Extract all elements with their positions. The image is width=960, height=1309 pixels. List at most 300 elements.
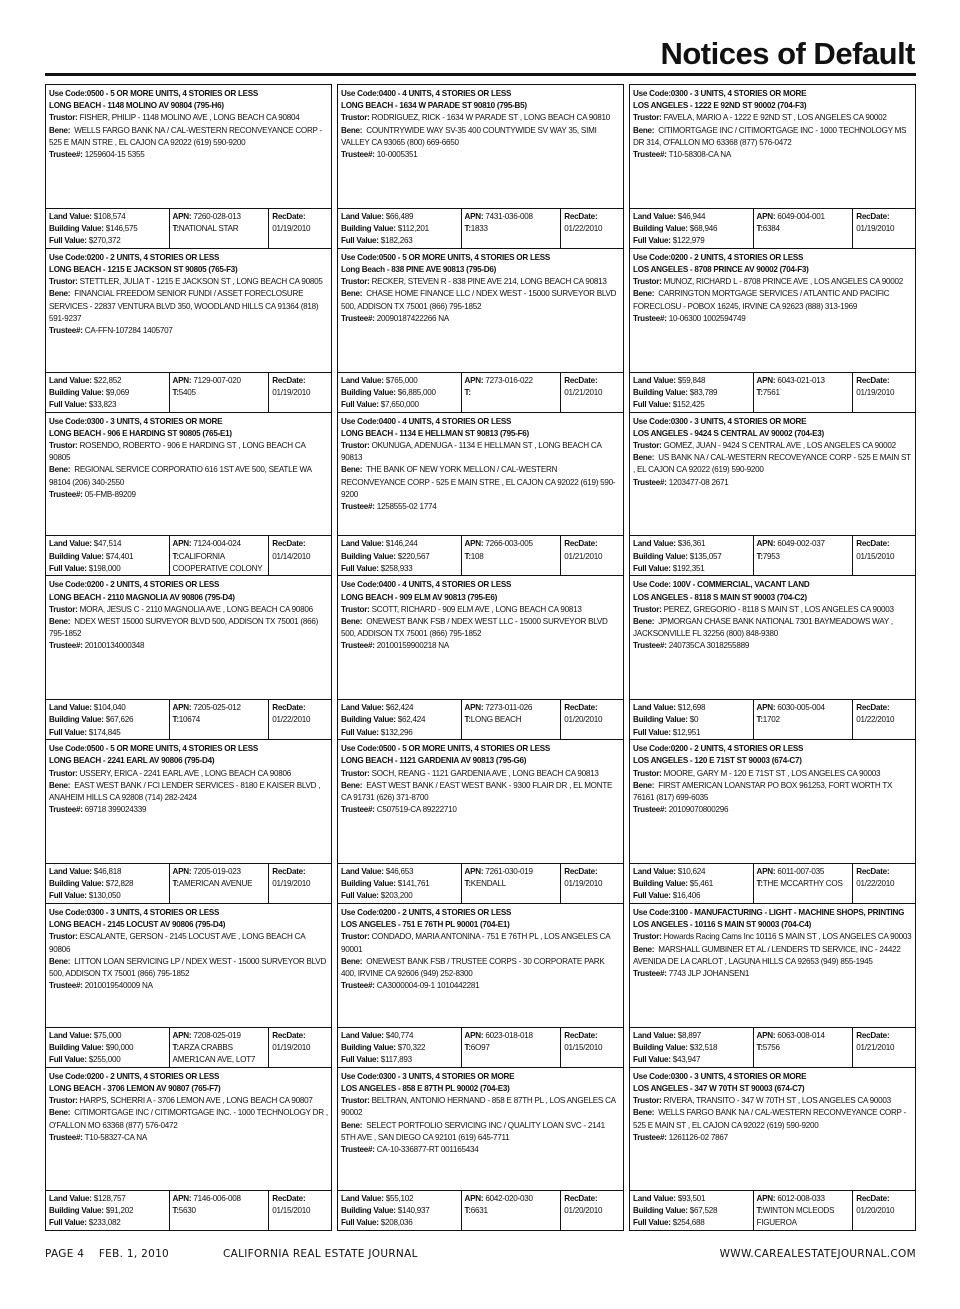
- full-value: $132,296: [380, 727, 413, 737]
- trustor-line: [633, 1095, 912, 1107]
- trustor-label: Trustor:: [341, 932, 370, 942]
- use-code: Use Code:0200 - 2 UNITS, 4 STORIES OR LESS: [633, 744, 804, 754]
- recdate-label: RecDate:: [856, 703, 890, 713]
- apn-value: 7273-016-022: [485, 375, 533, 385]
- recdate-label: RecDate:: [272, 866, 306, 876]
- trustor-label: Trustor:: [341, 768, 370, 778]
- land-value-line: [341, 1030, 458, 1042]
- trustee-label: Trustee#:: [341, 502, 375, 512]
- land-value: $108,574: [93, 211, 126, 221]
- t-line: [465, 1205, 558, 1217]
- bene-value: REGIONAL SERVICE CORPORATIO 616 1ST AVE 500, SEATLE WA 98104 (206) 340-2550: [49, 465, 312, 487]
- full-value-label: Full Value:: [633, 400, 671, 409]
- trustor-line: [633, 440, 912, 452]
- t-line: [757, 551, 850, 563]
- property-address: LOS ANGELES - 9424 S CENTRAL AV 90002 (704-E3): [633, 428, 824, 438]
- t-label: T:: [172, 224, 179, 233]
- trustor-line: [341, 768, 620, 780]
- apn-value: 6012-008-033: [777, 1193, 825, 1203]
- apn-label: APN:: [464, 539, 484, 549]
- notice-card: [337, 412, 624, 576]
- values-row: [46, 208, 331, 248]
- building-value: $141,761: [397, 879, 430, 889]
- trustor-line: [633, 276, 912, 288]
- values-row: [630, 208, 915, 248]
- trustee-line: [49, 980, 328, 992]
- building-value-label: Building Value:: [49, 715, 104, 725]
- full-value: $130,050: [88, 891, 121, 901]
- recdate-cell: [560, 864, 623, 903]
- land-value-label: Land Value:: [49, 866, 92, 876]
- t-value: WINTON MCLEODS FIGUEROA: [756, 1205, 835, 1227]
- recdate-cell: [852, 700, 915, 739]
- notice-body: [338, 740, 623, 863]
- t-line: [173, 714, 266, 726]
- t-label: T:: [172, 387, 179, 397]
- apn-line: [173, 1193, 266, 1205]
- t-label: T:: [464, 1042, 471, 1052]
- values-cell: [338, 700, 461, 739]
- apn-value: 6042-020-030: [485, 1193, 533, 1203]
- building-value: $112,201: [397, 224, 429, 233]
- trustee-line: [633, 149, 912, 161]
- land-value-label: Land Value:: [633, 703, 676, 713]
- trustee-label: Trustee#:: [49, 326, 83, 336]
- recdate-value: 01/21/2010: [564, 387, 603, 397]
- t-value: 1702: [762, 715, 780, 725]
- notice-body: [338, 904, 623, 1027]
- use-code: Use Code:0400 - 4 UNITS, 4 STORIES OR LESS: [341, 89, 512, 98]
- trustee-label: Trustee#:: [49, 1132, 83, 1142]
- trustee-line: [341, 980, 620, 992]
- building-value-line: [633, 223, 750, 235]
- apn-line: [465, 1030, 558, 1042]
- apn-cell: [169, 373, 269, 412]
- recdate-cell: [852, 864, 915, 903]
- trustee-label: Trustee#:: [49, 489, 83, 499]
- full-value-line: [633, 727, 750, 739]
- t-line: [173, 387, 266, 399]
- land-value-label: Land Value:: [49, 539, 92, 549]
- full-value-label: Full Value:: [341, 1217, 379, 1227]
- land-value: $765,000: [385, 375, 418, 385]
- t-label: T:: [464, 551, 471, 561]
- values-row: [338, 699, 623, 739]
- full-value: $198,000: [88, 563, 121, 573]
- land-value-line: [633, 538, 750, 550]
- property-address: LOS ANGELES - 8708 PRINCE AV 90002 (704-F3): [633, 265, 809, 274]
- bene-line: [633, 125, 912, 149]
- use-code: Use Code:3100 - MANUFACTURING - LIGHT - MACHINE SHOPS, PRINTING: [633, 907, 905, 917]
- bene-value: CITIMORTGAGE INC / CITIMORTGAGE INC - 1000 TECHNOLOGY MS DR 314, O'FALLON MO 63368 (877) 576-0472: [633, 125, 907, 147]
- values-row: [46, 535, 331, 575]
- apn-line: [173, 1030, 266, 1042]
- trustee-value: 240735CA 3018255889: [668, 641, 750, 651]
- recdate-label: RecDate:: [564, 703, 598, 713]
- building-value: $6,885,000: [397, 387, 436, 397]
- building-value-label: Building Value:: [633, 224, 688, 233]
- trustor-value: BELTRAN, ANTONIO HERNAND - 858 E 87TH PL , LOS ANGELES CA 90002: [341, 1096, 616, 1118]
- values-row: [46, 699, 331, 739]
- trustee-label: Trustee#:: [49, 641, 83, 651]
- t-value: 108: [470, 551, 484, 561]
- notice-card: [629, 739, 916, 903]
- apn-label: APN:: [172, 703, 192, 713]
- building-value: $67,528: [689, 1205, 718, 1215]
- full-value-label: Full Value:: [633, 563, 671, 573]
- bene-line: [341, 616, 620, 640]
- trustor-line: [633, 768, 912, 780]
- land-value-line: [341, 866, 458, 878]
- use-code: Use Code:0200 - 2 UNITS, 4 STORIES OR LESS: [49, 252, 220, 262]
- notice-card: [337, 1067, 624, 1231]
- apn-label: APN:: [464, 375, 484, 385]
- t-value: KENDALL: [470, 879, 506, 889]
- trustee-label: Trustee#:: [49, 150, 83, 160]
- trustee-value: T10-58327-CA NA: [84, 1132, 147, 1142]
- apn-value: 7261-030-019: [485, 866, 533, 876]
- trustor-label: Trustor:: [341, 1096, 370, 1106]
- trustee-line: [341, 640, 620, 652]
- t-line: [173, 878, 266, 890]
- notice-body: [46, 576, 331, 699]
- building-value-label: Building Value:: [633, 879, 688, 889]
- apn-cell: [461, 373, 561, 412]
- land-value: $47,514: [93, 539, 122, 549]
- values-cell: [630, 1028, 753, 1067]
- recdate-value: 01/14/2010: [272, 551, 311, 561]
- property-address: LONG BEACH - 1215 E JACKSON ST 90805 (765-F3): [49, 265, 238, 274]
- apn-value: 6063-008-014: [777, 1030, 825, 1040]
- t-value: ARZA CRABBS AMER1CAN AVE, LOT7: [172, 1042, 256, 1065]
- trustor-value: RECKER, STEVEN R - 838 PINE AVE 214, LONG BEACH CA 90813: [371, 277, 607, 287]
- full-value: $152,425: [672, 400, 705, 409]
- apn-line: [465, 375, 558, 387]
- use-code: Use Code:0200 - 2 UNITS, 4 STORIES OR LESS: [341, 907, 512, 917]
- values-cell: [338, 1028, 461, 1067]
- apn-value: 7124-004-024: [193, 539, 241, 549]
- bene-label: Bene:: [341, 125, 363, 135]
- building-value: $32,518: [689, 1042, 718, 1052]
- land-value-label: Land Value:: [633, 211, 676, 221]
- apn-cell: [169, 209, 269, 248]
- trustor-line: [49, 931, 328, 955]
- recdate-value: 01/15/2010: [272, 1205, 311, 1215]
- recdate-label: RecDate:: [856, 866, 890, 876]
- recdate-label: RecDate:: [272, 211, 306, 221]
- notice-card: [629, 248, 916, 412]
- t-label: T:: [464, 387, 471, 397]
- building-value-label: Building Value:: [633, 1042, 688, 1052]
- land-value-line: [341, 211, 458, 223]
- bene-label: Bene:: [633, 780, 655, 790]
- full-value-line: [341, 727, 458, 739]
- apn-label: APN:: [756, 866, 776, 876]
- trustee-line: [341, 149, 620, 161]
- trustor-label: Trustor:: [49, 768, 78, 778]
- apn-cell: [461, 209, 561, 248]
- bene-label: Bene:: [49, 617, 71, 626]
- apn-label: APN:: [464, 211, 484, 221]
- t-value: 5405: [178, 387, 196, 397]
- full-value-line: [341, 890, 458, 902]
- building-value-label: Building Value:: [341, 224, 396, 233]
- building-value-label: Building Value:: [49, 224, 104, 233]
- notice-body: [338, 413, 623, 536]
- building-value-line: [633, 551, 750, 563]
- full-value: $7,650,000: [380, 400, 419, 409]
- full-value: $16,406: [672, 891, 701, 901]
- notice-card: [629, 903, 916, 1067]
- trustee-line: [341, 1144, 620, 1156]
- apn-label: APN:: [172, 539, 192, 549]
- values-cell: [630, 536, 753, 575]
- values-row: [338, 1190, 623, 1230]
- trustee-value: 1258555-02 1774: [376, 502, 437, 512]
- trustor-line: [341, 276, 620, 288]
- full-value-label: Full Value:: [341, 891, 379, 901]
- apn-value: 7205-025-012: [193, 703, 241, 713]
- land-value: $66,489: [385, 211, 414, 221]
- apn-cell: [169, 536, 269, 575]
- notice-body: [46, 904, 331, 1027]
- apn-line: [465, 211, 558, 223]
- t-label: T:: [756, 715, 763, 725]
- bene-label: Bene:: [633, 453, 655, 463]
- building-value-line: [49, 551, 166, 563]
- trustee-label: Trustee#:: [341, 805, 375, 815]
- property-address: LONG BEACH - 2241 EARL AV 90806 (795-D4): [49, 756, 215, 766]
- recdate-value: 01/20/2010: [564, 715, 603, 725]
- t-line: [465, 387, 558, 399]
- apn-cell: [753, 864, 853, 903]
- land-value-line: [633, 866, 750, 878]
- land-value-label: Land Value:: [633, 375, 676, 385]
- building-value-label: Building Value:: [49, 1205, 104, 1215]
- building-value: $90,000: [105, 1042, 134, 1052]
- recdate-cell: [560, 1191, 623, 1230]
- bene-line: [341, 1120, 620, 1144]
- building-value: $91,202: [105, 1205, 134, 1215]
- trustor-value: Howards Racing Cams Inc 10116 S MAIN ST , LOS ANGELES CA 90003: [663, 932, 912, 942]
- use-code: Use Code:0300 - 3 UNITS, 4 STORIES OR LESS: [49, 907, 220, 917]
- apn-cell: [461, 1191, 561, 1230]
- land-value: $104,040: [93, 703, 126, 713]
- bene-value: JPMORGAN CHASE BANK NATIONAL 7301 BAYMEADOWS WAY , JACKSONVILLE FL 32256 (800) 848-9380: [633, 617, 893, 639]
- use-code: Use Code:0300 - 3 UNITS, 4 STORIES OR MORE: [49, 416, 223, 426]
- t-label: T:: [756, 224, 763, 233]
- apn-label: APN:: [464, 866, 484, 876]
- property-address: LOS ANGELES - 120 E 71ST ST 90003 (674-C7): [633, 756, 802, 766]
- apn-line: [465, 866, 558, 878]
- notice-card: [45, 739, 332, 903]
- full-value-line: [341, 1054, 458, 1066]
- apn-label: APN:: [172, 866, 192, 876]
- notice-body: [338, 576, 623, 699]
- trustee-value: CA-FFN-107284 1405707: [84, 326, 173, 336]
- land-value-line: [341, 702, 458, 714]
- full-value-line: [341, 399, 458, 411]
- full-value-label: Full Value:: [341, 400, 379, 409]
- recdate-value: 01/21/2010: [856, 1042, 895, 1052]
- bene-line: [633, 616, 912, 640]
- trustee-line: [49, 1132, 328, 1144]
- trustee-label: Trustee#:: [49, 981, 83, 991]
- t-line: [465, 714, 558, 726]
- trustor-label: Trustor:: [341, 277, 370, 287]
- page-title: Notices of Default: [660, 36, 915, 71]
- recdate-label: RecDate:: [272, 539, 306, 549]
- property-address: LOS ANGELES - 1222 E 92ND ST 90002 (704-F3): [633, 101, 807, 111]
- footer-page-date: [45, 1248, 169, 1260]
- recdate-label: RecDate:: [856, 1193, 890, 1203]
- use-code: Use Code:0200 - 2 UNITS, 4 STORIES OR LESS: [49, 1071, 220, 1081]
- land-value-line: [633, 375, 750, 387]
- bene-label: Bene:: [633, 289, 655, 299]
- trustor-line: [341, 112, 620, 124]
- trustor-value: PEREZ, GREGORIO - 8118 S MAIN ST , LOS ANGELES CA 90003: [663, 604, 894, 614]
- bene-label: Bene:: [341, 1120, 363, 1130]
- trustor-label: Trustor:: [49, 932, 78, 942]
- trustor-value: FISHER, PHILIP - 1148 MOLINO AVE , LONG BEACH CA 90804: [79, 113, 300, 123]
- notice-body: [630, 1068, 915, 1190]
- full-value-line: [49, 235, 166, 247]
- bene-line: [49, 464, 328, 488]
- trustee-line: [49, 489, 328, 501]
- bene-label: Bene:: [341, 465, 363, 475]
- land-value: $62,424: [385, 703, 414, 713]
- trustee-value: 05-FMB-89209: [84, 489, 136, 499]
- building-value-line: [341, 1042, 458, 1054]
- t-line: [757, 878, 850, 890]
- apn-value: 7146-006-008: [193, 1193, 241, 1203]
- recdate-cell: [852, 373, 915, 412]
- trustee-value: 20109070800296: [668, 805, 729, 815]
- building-value-label: Building Value:: [49, 1042, 104, 1052]
- building-value-line: [49, 1205, 166, 1217]
- land-value-line: [49, 211, 166, 223]
- t-line: [757, 1205, 850, 1229]
- trustor-label: Trustor:: [341, 604, 370, 614]
- values-row: [630, 699, 915, 739]
- building-value: $72,828: [105, 879, 134, 889]
- bene-label: Bene:: [341, 617, 363, 626]
- notice-body: [46, 249, 331, 372]
- full-value-line: [633, 1217, 750, 1229]
- building-value: $83,789: [689, 387, 718, 397]
- land-value-label: Land Value:: [49, 703, 92, 713]
- trustor-label: Trustor:: [49, 113, 78, 123]
- values-cell: [338, 1191, 461, 1230]
- notice-card: [337, 248, 624, 412]
- full-value: $33,823: [88, 400, 117, 409]
- recdate-cell: [852, 209, 915, 248]
- land-value: $46,944: [677, 211, 706, 221]
- full-value-line: [633, 399, 750, 411]
- trustor-label: Trustor:: [633, 1096, 662, 1106]
- bene-label: Bene:: [341, 956, 363, 966]
- building-value-line: [341, 878, 458, 890]
- t-value: 1833: [470, 224, 488, 233]
- values-cell: [630, 864, 753, 903]
- land-value: $40,774: [385, 1030, 414, 1040]
- recdate-label: RecDate:: [564, 539, 598, 549]
- footer-publication: CALIFORNIA REAL ESTATE JOURNAL: [223, 1248, 418, 1260]
- full-value-line: [49, 727, 166, 739]
- apn-line: [173, 211, 266, 223]
- values-cell: [630, 700, 753, 739]
- trustor-value: STETTLER, JULIA T - 1215 E JACKSON ST , LONG BEACH CA 90805: [79, 277, 323, 287]
- land-value: $12,698: [677, 703, 706, 713]
- trustee-value: CA3000004-09-1 1010442281: [376, 981, 480, 991]
- bene-label: Bene:: [341, 780, 363, 790]
- trustor-label: Trustor:: [633, 277, 662, 287]
- notice-body: [46, 740, 331, 863]
- t-line: [173, 223, 266, 235]
- values-row: [338, 208, 623, 248]
- full-value-line: [341, 235, 458, 247]
- property-address: LOS ANGELES - 858 E 87TH PL 90002 (704-E3): [341, 1083, 510, 1093]
- trustor-value: USSERY, ERICA - 2241 EARL AVE , LONG BEACH CA 90806: [79, 768, 292, 778]
- trustor-value: CONDADO, MARIA ANTONINA - 751 E 76TH PL , LOS ANGELES CA 90001: [341, 932, 610, 954]
- trustee-value: 2010019540009 NA: [84, 981, 153, 991]
- trustor-value: HARPS, SCHERRI A - 3706 LEMON AVE , LONG BEACH CA 90807: [79, 1096, 313, 1106]
- trustee-line: [49, 325, 328, 337]
- apn-line: [757, 1193, 850, 1205]
- bene-label: Bene:: [341, 289, 363, 299]
- trustor-line: [49, 604, 328, 616]
- full-value: $122,979: [672, 236, 705, 246]
- recdate-cell: [560, 373, 623, 412]
- full-value-label: Full Value:: [633, 891, 671, 901]
- use-code: Use Code:0500 - 5 OR MORE UNITS, 4 STORIES OR LESS: [49, 744, 259, 754]
- recdate-label: RecDate:: [564, 1030, 598, 1040]
- bene-line: [49, 956, 328, 980]
- trustee-label: Trustee#:: [633, 1132, 667, 1142]
- t-value: 6631: [470, 1205, 488, 1215]
- bene-line: [341, 780, 620, 804]
- trustee-line: [633, 477, 912, 489]
- land-value: $146,244: [385, 539, 418, 549]
- recdate-value: 01/19/2010: [272, 879, 311, 889]
- full-value-line: [49, 1054, 166, 1066]
- land-value-line: [49, 375, 166, 387]
- full-value: $233,082: [88, 1217, 121, 1227]
- apn-cell: [461, 700, 561, 739]
- t-value: CALIFORNIA COOPERATIVE COLONY: [172, 551, 263, 573]
- apn-line: [173, 702, 266, 714]
- apn-line: [465, 702, 558, 714]
- full-value-label: Full Value:: [341, 727, 379, 737]
- values-row: [46, 372, 331, 412]
- use-code: Use Code: 100V - COMMERCIAL, VACANT LAND: [633, 580, 810, 590]
- full-value: $208,036: [380, 1217, 413, 1227]
- use-code: Use Code:0300 - 3 UNITS, 4 STORIES OR MORE: [633, 89, 807, 98]
- bene-value: LITTON LOAN SERVICING LP / NDEX WEST - 15000 SURVEYOR BLVD 500, ADDISON TX 75001 (866) 795-1852: [49, 956, 327, 978]
- recdate-label: RecDate:: [856, 539, 890, 549]
- apn-label: APN:: [464, 703, 484, 713]
- bene-label: Bene:: [633, 1108, 655, 1118]
- trustee-label: Trustee#:: [633, 477, 667, 487]
- recdate-value: 01/22/2010: [856, 879, 895, 889]
- trustor-label: Trustor:: [341, 113, 370, 123]
- title-rule: [45, 73, 916, 76]
- trustee-label: Trustee#:: [341, 981, 375, 991]
- land-value: $128,757: [93, 1193, 126, 1203]
- building-value-label: Building Value:: [341, 551, 396, 561]
- recdate-value: 01/19/2010: [564, 879, 603, 889]
- notice-body: [630, 904, 915, 1027]
